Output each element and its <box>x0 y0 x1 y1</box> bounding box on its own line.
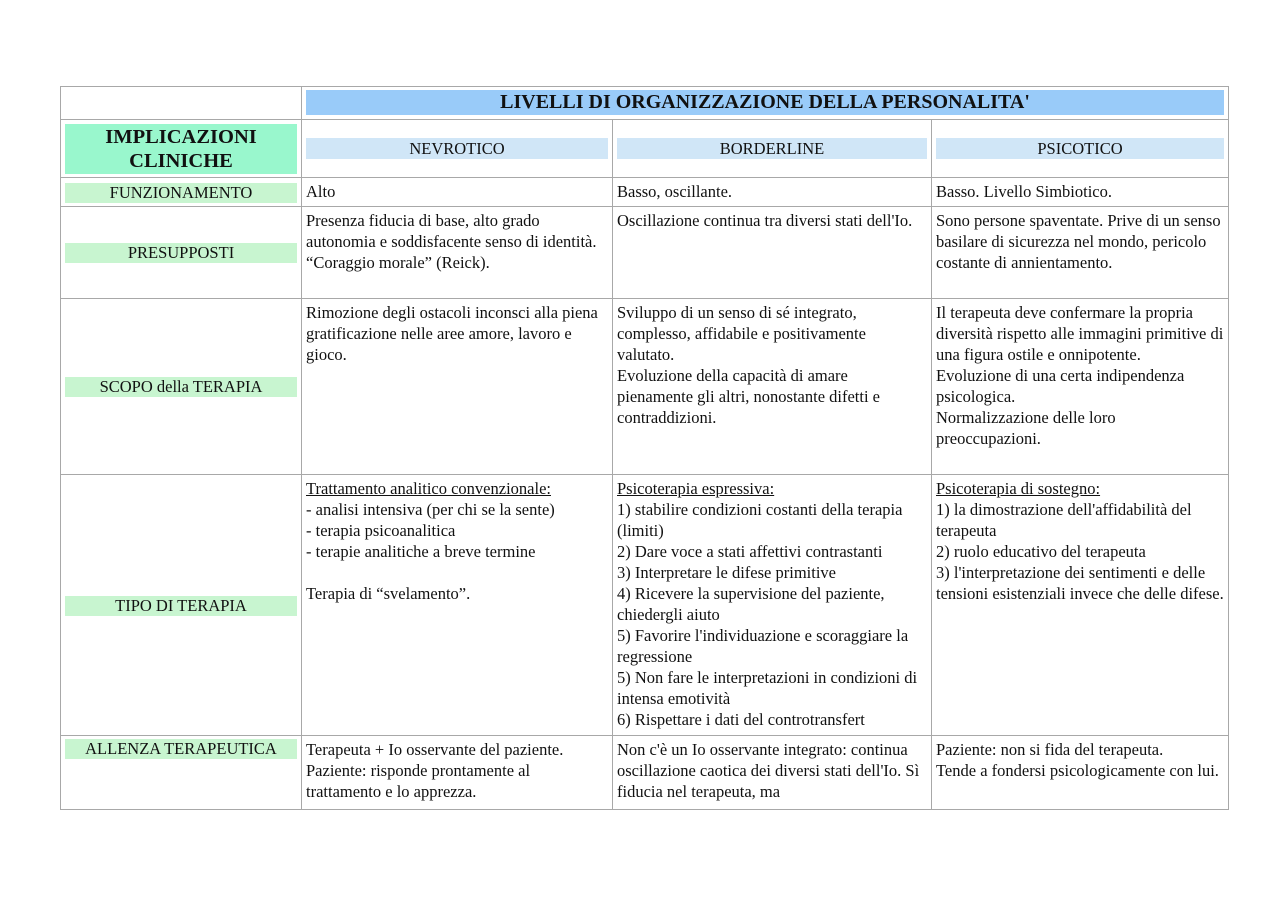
row-label: ALLENZA TERAPEUTICA <box>65 739 297 759</box>
cell-psicotico <box>932 207 1229 299</box>
cell-text: “Coraggio morale” (Reick). <box>306 253 490 272</box>
cell-text: Presenza fiducia di base, alto grado autonomia e soddisfacente senso di identità. <box>306 211 597 251</box>
title-cell <box>302 87 1229 120</box>
table-title: LIVELLI DI ORGANIZZAZIONE DELLA PERSONALITA' <box>306 90 1224 115</box>
cell-text: Paziente: risponde prontamente al trattamento e lo apprezza. <box>306 761 531 801</box>
column-header-row <box>61 120 1229 178</box>
row-label: SCOPO della TERAPIA <box>65 377 297 397</box>
row-label-cell <box>61 299 302 475</box>
cell-heading: Psicoterapia di sostegno: <box>936 479 1101 498</box>
column-header-cell <box>302 120 613 178</box>
cell-borderline <box>613 475 932 736</box>
corner-header: IMPLICAZIONI CLINICHE <box>65 124 297 174</box>
cell-text: Alto <box>306 182 336 201</box>
empty-corner-cell <box>61 87 302 120</box>
cell-text: - terapia psicoanalitica <box>306 521 456 540</box>
cell-clip <box>617 739 927 807</box>
cell-text: Rimozione degli ostacoli inconsci alla piena gratificazione nelle aree amore, lavoro e gioco. <box>306 303 598 364</box>
cell-text: Basso, oscillante. <box>617 182 733 201</box>
table-row-presupposti <box>61 207 1229 299</box>
cell-psicotico <box>932 178 1229 207</box>
cell-text: Evoluzione di una certa indipendenza psicologica. <box>936 366 1185 406</box>
cell-text: - analisi intensiva (per chi se la sente) <box>306 500 555 519</box>
row-label: FUNZIONAMENTO <box>65 183 297 203</box>
cell-borderline <box>613 178 932 207</box>
cell-text: Terapia di “svelamento”. <box>306 584 471 603</box>
cell-text: 5) Non fare le interpretazioni in condizioni di intensa emotività <box>617 668 918 708</box>
cell-text: Normalizzazione delle loro preoccupazioni. <box>936 408 1116 448</box>
cell-nevrotico <box>302 207 613 299</box>
column-header-borderline: BORDERLINE <box>617 138 927 159</box>
row-label: TIPO DI TERAPIA <box>65 596 297 616</box>
cell-text: Il terapeuta deve confermare la propria diversità rispetto alle immagini primitive di una figura ostile e onnipotente. <box>936 303 1224 364</box>
cell-nevrotico <box>302 299 613 475</box>
row-label: PRESUPPOSTI <box>65 243 297 263</box>
cell-text: 4) Ricevere la supervisione del paziente, chiedergli aiuto <box>617 584 885 624</box>
cell-text: Evoluzione della capacità di amare pienamente gli altri, nonostante difetti e contraddizioni. <box>617 366 881 427</box>
personality-organization-table <box>60 86 1229 810</box>
cell-psicotico <box>932 299 1229 475</box>
cell-text: Tende a fondersi psicologicamente con lui. <box>936 761 1219 780</box>
cell-text: 5) Favorire l'individuazione e scoraggiare la regressione <box>617 626 909 666</box>
column-header-psicotico: PSICOTICO <box>936 138 1224 159</box>
cell-borderline <box>613 299 932 475</box>
table-row-funzionamento <box>61 178 1229 207</box>
cell-borderline <box>613 207 932 299</box>
cell-nevrotico <box>302 178 613 207</box>
cell-text: Sviluppo di un senso di sé integrato, complesso, affidabile e positivamente valutato. <box>617 303 866 364</box>
cell-borderline <box>613 736 932 810</box>
corner-header-cell <box>61 120 302 178</box>
row-label-cell <box>61 178 302 207</box>
row-label-cell <box>61 207 302 299</box>
cell-text: Terapeuta + Io osservante del paziente. <box>306 740 564 759</box>
cell-text: - terapie analitiche a breve termine <box>306 542 536 561</box>
column-header-cell <box>932 120 1229 178</box>
cell-text: Paziente: non si fida del terapeuta. <box>936 740 1164 759</box>
cell-text: 3) l'interpretazione dei sentimenti e delle tensioni esistenziali invece che delle difese. <box>936 563 1224 603</box>
table-row-tipo <box>61 475 1229 736</box>
cell-text: Oscillazione continua tra diversi stati dell'Io. <box>617 211 913 230</box>
cell-nevrotico <box>302 475 613 736</box>
row-label-cell <box>61 736 302 810</box>
cell-text: 2) ruolo educativo del terapeuta <box>936 542 1146 561</box>
cell-text: Non c'è un Io osservante integrato: continua oscillazione caotica dei diversi stati dell'Io. Sì fiducia nel terapeuta, ma <box>617 740 920 801</box>
cell-heading: Trattamento analitico convenzionale: <box>306 479 551 498</box>
cell-text: 3) Interpretare le difese primitive <box>617 563 836 582</box>
cell-text: 1) la dimostrazione dell'affidabilità del terapeuta <box>936 500 1192 540</box>
cell-nevrotico <box>302 736 613 810</box>
cell-text: Basso. Livello Simbiotico. <box>936 182 1112 201</box>
table-row-alleanza <box>61 736 1229 810</box>
cell-psicotico <box>932 736 1229 810</box>
title-row <box>61 87 1229 120</box>
cell-heading: Psicoterapia espressiva: <box>617 479 775 498</box>
cell-text: 6) Rispettare i dati del controtransfert <box>617 710 865 729</box>
table-row-scopo <box>61 299 1229 475</box>
cell-text <box>306 562 608 583</box>
cell-text: 1) stabilire condizioni costanti della terapia (limiti) <box>617 500 903 540</box>
column-header-cell <box>613 120 932 178</box>
cell-psicotico <box>932 475 1229 736</box>
cell-text: Sono persone spaventate. Prive di un senso basilare di sicurezza nel mondo, pericolo costante di annientamento. <box>936 211 1221 272</box>
cell-text: 2) Dare voce a stati affettivi contrastanti <box>617 542 883 561</box>
row-label-cell <box>61 475 302 736</box>
column-header-nevrotico: NEVROTICO <box>306 138 608 159</box>
